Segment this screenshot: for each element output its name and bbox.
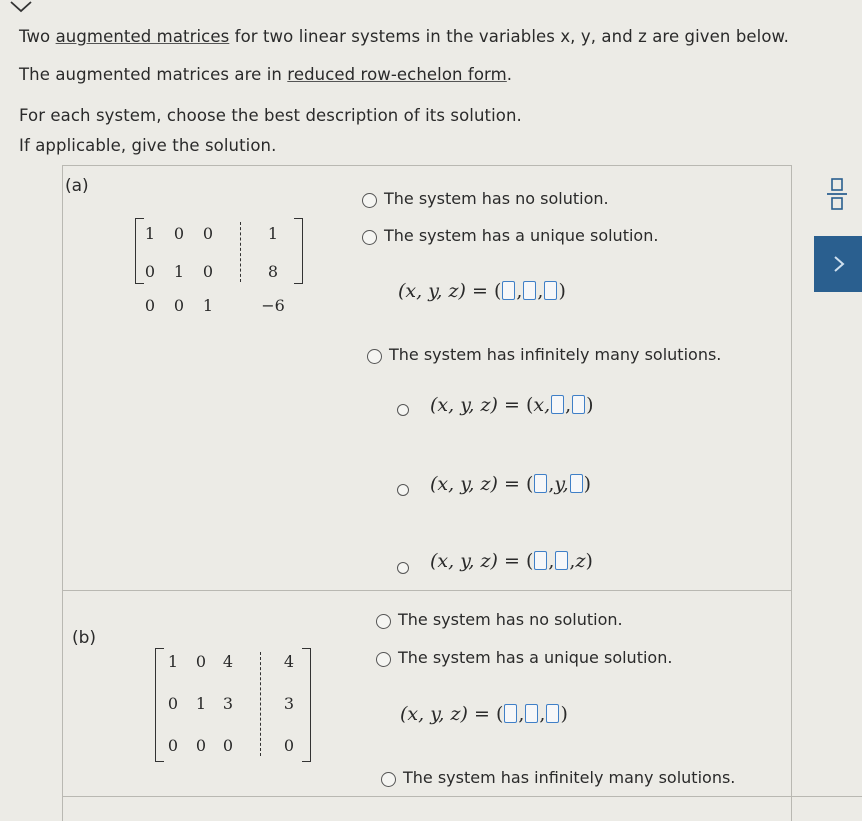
intro-line-3: For each system, choose the best description of its solution. — [19, 106, 522, 125]
matrix-cell: 3 — [283, 694, 295, 713]
matrix-b — [155, 648, 315, 764]
a-unique-solution-expression — [398, 280, 566, 302]
matrix-cell: 0 — [283, 736, 295, 755]
b-infinite-solutions-radio[interactable] — [381, 772, 396, 787]
paren: ( — [495, 703, 504, 725]
panel-divider — [62, 590, 792, 591]
matrix-cell: 4 — [222, 652, 234, 671]
a-unique-z-input[interactable] — [544, 281, 557, 300]
intro-text: Two — [19, 27, 56, 46]
matrix-cell: 1 — [173, 262, 185, 281]
side-panel-toggle-button[interactable] — [814, 236, 862, 292]
a-form2-z-input[interactable] — [570, 474, 583, 493]
matrix-augment-divider — [260, 652, 261, 756]
xyz-label: (x, y, z) = — [430, 550, 520, 572]
b-no-solution-label: The system has no solution. — [398, 610, 623, 629]
matrix-cell: 1 — [202, 296, 214, 315]
xyz-label: (x, y, z) = — [400, 703, 490, 725]
paren: ) — [560, 703, 568, 725]
a-infinite-form-2-radio[interactable] — [397, 484, 409, 496]
intro-line-2 — [19, 65, 512, 84]
matrix-cell: 0 — [167, 694, 179, 713]
matrix-cell: 1 — [167, 652, 179, 671]
a-infinite-form-1-radio[interactable] — [397, 404, 409, 416]
a-form1-z-input[interactable] — [572, 395, 585, 414]
a-infinite-form-3-expression — [430, 550, 593, 572]
comma: , — [516, 280, 523, 302]
matrix-right-bracket — [294, 218, 303, 284]
matrix-cell: 0 — [202, 262, 214, 281]
a-form1-y-input[interactable] — [551, 395, 564, 414]
matrix-cell: 1 — [144, 224, 156, 243]
paren: ) — [583, 473, 592, 495]
matrix-cell: 0 — [173, 224, 185, 243]
z-variable: z — [575, 550, 586, 572]
part-a-label: (a) — [65, 176, 89, 196]
matrix-cell: 3 — [222, 694, 234, 713]
a-form2-x-input[interactable] — [534, 474, 547, 493]
part-b-label: (b) — [72, 628, 97, 648]
a-infinite-solutions-radio[interactable] — [367, 349, 382, 364]
panel-top-border — [62, 165, 792, 166]
a-no-solution-label: The system has no solution. — [384, 189, 609, 208]
a-infinite-form-2-expression — [430, 473, 591, 495]
comma: , — [518, 703, 525, 725]
matrix-cell: −6 — [261, 296, 285, 315]
xyz-label: (x, y, z) = — [430, 473, 520, 495]
panel-left-border — [62, 165, 63, 821]
intro-text: for two linear systems in the variables x, y, and z are given below. — [229, 27, 789, 46]
paren: ( — [525, 473, 534, 495]
matrix-cell: 0 — [144, 262, 156, 281]
a-unique-solution-radio[interactable] — [362, 230, 377, 245]
intro-line-1 — [19, 27, 789, 46]
matrix-cell: 1 — [195, 694, 207, 713]
reduced-row-echelon-link[interactable]: reduced row-echelon form — [287, 65, 507, 84]
panel-right-border — [791, 165, 792, 821]
paren: ) — [586, 394, 594, 416]
paren: ( — [493, 280, 502, 302]
a-form3-x-input[interactable] — [534, 551, 547, 570]
paren: ( — [525, 550, 534, 572]
a-infinite-solutions-label: The system has infinitely many solutions. — [389, 345, 722, 364]
paren: ( — [525, 394, 534, 416]
panel-bottom-border — [62, 796, 862, 797]
x-variable: x, — [533, 394, 551, 416]
chevron-right-icon — [832, 254, 846, 274]
b-no-solution-radio[interactable] — [376, 614, 391, 629]
matrix-right-bracket — [302, 648, 311, 762]
matrix-cell: 0 — [173, 296, 185, 315]
comma: , — [539, 703, 546, 725]
b-infinite-solutions-label: The system has infinitely many solutions. — [403, 768, 736, 787]
a-no-solution-radio[interactable] — [362, 193, 377, 208]
comma: , — [548, 550, 555, 572]
a-unique-x-input[interactable] — [502, 281, 515, 300]
matrix-cell: 1 — [267, 224, 279, 243]
matrix-augment-divider — [240, 222, 241, 282]
a-infinite-form-3-radio[interactable] — [397, 562, 409, 574]
a-unique-solution-label: The system has a unique solution. — [384, 226, 659, 245]
intro-text: The augmented matrices are in — [19, 65, 288, 84]
matrix-cell: 0 — [222, 736, 234, 755]
b-unique-solution-label: The system has a unique solution. — [398, 648, 673, 667]
paren: ) — [558, 280, 566, 302]
comma: , — [565, 394, 572, 416]
b-unique-solution-radio[interactable] — [376, 652, 391, 667]
xyz-label: (x, y, z) = — [430, 394, 520, 416]
b-unique-z-input[interactable] — [546, 704, 559, 723]
augmented-matrices-link[interactable]: augmented matrices — [55, 27, 230, 46]
comma: , — [537, 280, 544, 302]
comma: , — [548, 473, 555, 495]
matrix-cell: 0 — [202, 224, 214, 243]
matrix-a — [135, 220, 310, 315]
a-unique-y-input[interactable] — [523, 281, 536, 300]
intro-line-4: If applicable, give the solution. — [19, 136, 277, 155]
xyz-label: (x, y, z) = — [398, 280, 488, 302]
matrix-cell: 0 — [195, 736, 207, 755]
a-infinite-form-1-expression — [430, 394, 594, 416]
matrix-cell: 0 — [167, 736, 179, 755]
matrix-cell: 8 — [267, 262, 279, 281]
chevron-down-icon[interactable] — [8, 0, 34, 14]
matrix-cell: 0 — [195, 652, 207, 671]
y-variable: y, — [554, 473, 569, 495]
a-form3-y-input[interactable] — [555, 551, 568, 570]
b-unique-solution-expression — [400, 703, 568, 725]
matrix-cell: 4 — [283, 652, 295, 671]
comma: , — [569, 550, 576, 572]
matrix-cell: 0 — [144, 296, 156, 315]
paren: ) — [585, 550, 593, 572]
intro-text: . — [506, 65, 513, 84]
fraction-icon[interactable] — [826, 176, 848, 212]
b-unique-y-input[interactable] — [525, 704, 538, 723]
b-unique-x-input[interactable] — [504, 704, 517, 723]
